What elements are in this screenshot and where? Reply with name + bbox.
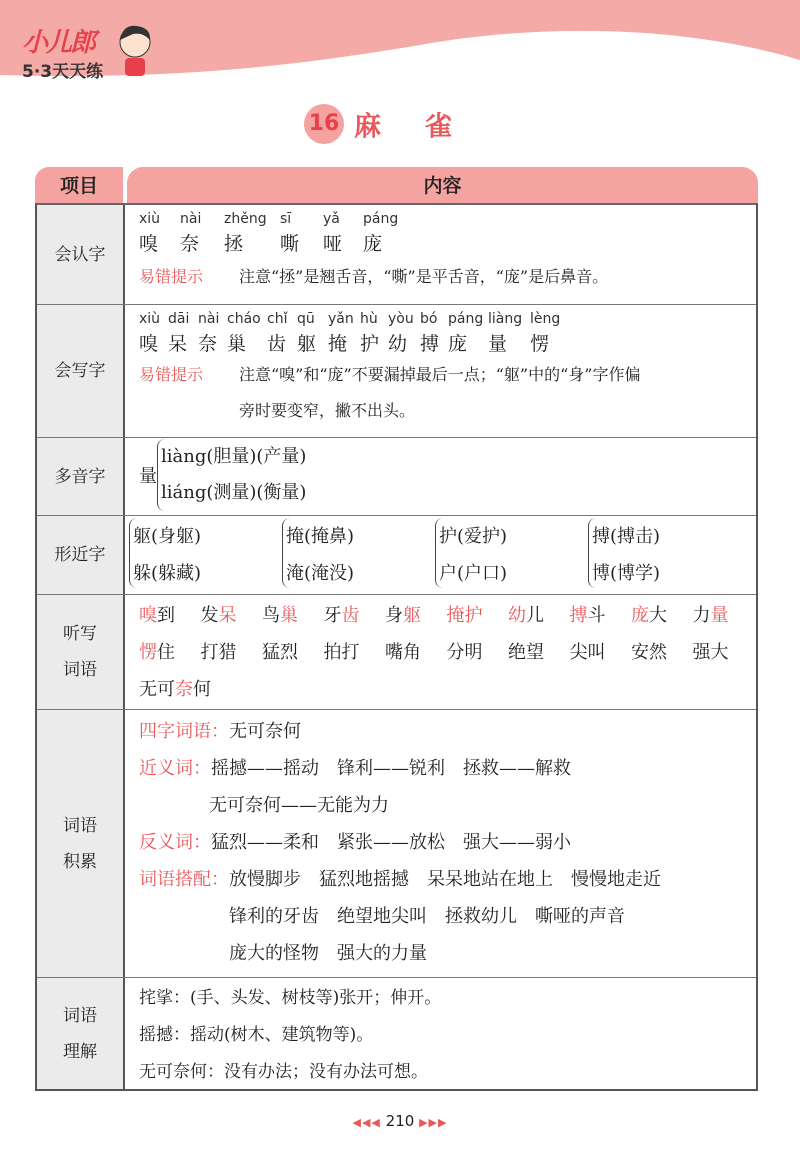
pinyin-char — [280, 211, 323, 257]
word-part: 猛烈 — [262, 642, 298, 663]
page-footer — [0, 1112, 800, 1130]
char: 嗅 — [139, 233, 159, 255]
char: 躯 — [297, 333, 317, 355]
word-part: 何 — [193, 679, 211, 700]
pinyin-char — [180, 211, 224, 257]
word-part: 打猎 — [200, 642, 237, 663]
pinyin: yòu — [388, 311, 414, 327]
definition: 挓挲：(手、头发、树枝等)张开；伸开。 — [139, 988, 442, 1008]
pinyin: sī — [280, 211, 292, 227]
word-part: 分明 — [446, 642, 483, 663]
char: 掩 — [328, 333, 348, 355]
row-label: 理解 — [63, 1041, 97, 1062]
similar-word: 博(博学) — [592, 563, 661, 584]
char: 愣 — [530, 333, 550, 355]
dictation-word — [693, 597, 755, 634]
word-part: 尖叫 — [569, 642, 606, 663]
pinyin: liàng — [488, 311, 523, 327]
pinyin-char — [227, 311, 267, 357]
dictation-word — [693, 634, 755, 671]
pinyin: xiù — [139, 211, 161, 227]
dictation-word — [447, 597, 509, 634]
pinyin-char — [328, 311, 360, 357]
pinyin-char — [139, 311, 168, 357]
word-part: 幼 — [508, 605, 526, 626]
pinyin-char — [139, 211, 180, 257]
lesson-number: 16 — [304, 104, 344, 144]
row-recognize — [37, 205, 756, 304]
pinyin-chars — [139, 311, 756, 357]
syn-label: 近义词： — [139, 758, 211, 779]
word-part: 嗅 — [139, 605, 157, 626]
row-label: 会认字 — [37, 205, 125, 304]
char: 幼 — [388, 333, 408, 355]
char: 嘶 — [280, 233, 300, 255]
dictation-word — [324, 597, 386, 634]
word-part: 搏 — [569, 605, 588, 626]
reading: liáng(测量)(衡量) — [161, 481, 307, 503]
antonyms: 猛烈——柔和 紧张——放松 强大——弱小 — [211, 832, 571, 853]
pinyin: dāi — [168, 311, 190, 327]
definition: 无可奈何：没有办法；没有办法可想。 — [139, 1062, 428, 1082]
word-part: 巢 — [280, 605, 298, 626]
word-part: 量 — [710, 605, 729, 626]
lesson-name: 麻雀 — [354, 111, 496, 143]
word-part: 到 — [157, 605, 175, 626]
dictation-word — [201, 634, 263, 671]
pinyin: chǐ — [267, 311, 288, 327]
brand-name: 小儿郎 — [22, 28, 95, 58]
char: 庞 — [448, 333, 468, 355]
dictation-word — [324, 634, 386, 671]
similar-word: 户(户口) — [439, 563, 508, 584]
pinyin: bó — [420, 311, 438, 327]
tip-text: 注意“拯”是翘舌音，“嘶”是平舌音，“庞”是后鼻音。 — [239, 267, 609, 286]
word-part: 拍打 — [323, 642, 360, 663]
word-part: 身 — [385, 605, 403, 626]
row-label: 词语 — [63, 1005, 97, 1026]
tip-label: 易错提示 — [139, 365, 204, 384]
row-similar — [37, 515, 756, 594]
pinyin: yǎ — [323, 211, 340, 227]
four-label: 四字词语： — [139, 721, 229, 742]
series-name: 5·3天天练 — [22, 62, 104, 82]
similar-word: 掩(掩鼻) — [286, 526, 355, 547]
word-part: 奈 — [175, 679, 193, 700]
word-part: 发 — [200, 605, 219, 626]
dictation-word — [508, 597, 570, 634]
pinyin: nài — [198, 311, 220, 327]
dictation-word — [447, 634, 509, 671]
row-write — [37, 304, 756, 437]
pinyin-char — [323, 211, 363, 257]
next-arrows-icon: ▶▶▶ — [419, 1116, 448, 1129]
collocations: 放慢脚步 猛烈地摇撼 呆呆地站在地上 慢慢地走近 — [229, 869, 661, 890]
pinyin: qū — [297, 311, 315, 327]
similar-word: 护(爱护) — [439, 526, 508, 547]
word-part: 安然 — [631, 642, 667, 663]
dictation-word — [139, 597, 201, 634]
char: 奈 — [180, 233, 200, 255]
char: 哑 — [323, 233, 343, 255]
word-part: 掩护 — [446, 605, 483, 626]
pinyin-char — [168, 311, 198, 357]
char: 量 — [488, 333, 508, 355]
pinyin-char — [297, 311, 328, 357]
word-part: 无可 — [139, 679, 175, 700]
pinyin-char — [488, 311, 530, 357]
word-part: 鸟 — [262, 605, 280, 626]
synonyms-cont: 无可奈何——无能为力 — [209, 795, 389, 816]
polyphone-char: 量 — [139, 465, 157, 487]
pinyin-char — [360, 311, 388, 357]
row-label: 听写 — [63, 624, 97, 644]
similar-pair — [129, 518, 282, 588]
char: 搏 — [420, 333, 440, 355]
lesson-title — [0, 104, 800, 144]
row-understand — [37, 977, 756, 1089]
dictation-word — [631, 597, 693, 634]
pinyin-char — [530, 311, 570, 357]
dictation-word — [570, 634, 632, 671]
four-words: 无可奈何 — [229, 721, 301, 742]
dictation-word — [570, 597, 632, 634]
pinyin-chars — [139, 211, 756, 257]
pinyin-char — [388, 311, 420, 357]
dictation-word — [262, 634, 324, 671]
similar-word: 躯(身躯) — [133, 526, 202, 547]
row-label: 会写字 — [37, 305, 125, 437]
dictation-word — [201, 597, 263, 634]
word-part: 住 — [157, 642, 175, 663]
row-label: 积累 — [63, 851, 97, 872]
dictation-word — [139, 634, 201, 671]
similar-word: 躲(躲藏) — [133, 563, 202, 584]
row-polyphone — [37, 437, 756, 515]
pinyin: hù — [360, 311, 378, 327]
word-part: 力 — [692, 605, 711, 626]
char: 嗅 — [139, 333, 159, 355]
dictation-word — [139, 671, 239, 708]
vocab-table — [35, 167, 758, 1091]
dictation-word — [262, 597, 324, 634]
dictation-word — [508, 634, 570, 671]
similar-pair — [282, 518, 435, 588]
char: 奈 — [198, 333, 218, 355]
dictation-word — [385, 634, 447, 671]
page-number: 210 — [385, 1112, 415, 1130]
word-part: 儿 — [526, 605, 544, 626]
pinyin-char — [198, 311, 227, 357]
word-part: 庞 — [631, 605, 649, 626]
pinyin: lèng — [530, 311, 561, 327]
collocations-cont: 锋利的牙齿 绝望地尖叫 拯救幼儿 嘶哑的声音 — [229, 906, 625, 927]
collocations-cont: 庞大的怪物 强大的力量 — [229, 943, 427, 964]
pinyin-char — [448, 311, 488, 357]
word-part: 强大 — [692, 642, 729, 663]
char: 拯 — [224, 233, 244, 255]
definition: 摇撼：摇动(树木、建筑物等)。 — [139, 1025, 374, 1045]
similar-word: 搏(搏击) — [592, 526, 661, 547]
word-part: 牙 — [323, 605, 342, 626]
row-label: 形近字 — [37, 516, 125, 594]
row-dictation — [37, 594, 756, 709]
ant-label: 反义词： — [139, 832, 211, 853]
similar-pair — [435, 518, 588, 588]
pinyin: cháo — [227, 311, 261, 327]
pinyin: páng — [448, 311, 484, 327]
word-part: 齿 — [341, 605, 360, 626]
char: 齿 — [267, 333, 287, 355]
pinyin: páng — [363, 211, 399, 227]
pinyin: zhěng — [224, 211, 267, 227]
similar-word: 淹(淹没) — [286, 563, 355, 584]
pinyin-char — [267, 311, 297, 357]
brand-logo — [22, 22, 103, 82]
tip-label: 易错提示 — [139, 267, 204, 286]
word-part: 斗 — [587, 605, 606, 626]
row-label: 词语 — [63, 815, 97, 836]
word-part: 大 — [649, 605, 667, 626]
word-part: 呆 — [218, 605, 237, 626]
row-accumulate — [37, 709, 756, 977]
word-part: 嘴角 — [385, 642, 421, 663]
pinyin-char — [420, 311, 448, 357]
char: 巢 — [227, 333, 247, 355]
synonyms: 摇撼——摇动 锋利——锐利 拯救——解救 — [211, 758, 571, 779]
word-part: 躯 — [403, 605, 421, 626]
col-label: 词语搭配： — [139, 869, 229, 890]
tip-text: 注意“嗅”和“庞”不要漏掉最后一点；“躯”中的“身”字作偏 — [239, 365, 641, 384]
tip-text-cont: 旁时要变窄，撇不出头。 — [239, 401, 416, 420]
word-part: 绝望 — [508, 642, 544, 663]
dictation-word — [631, 634, 693, 671]
pinyin: nài — [180, 211, 202, 227]
char: 庞 — [363, 233, 383, 255]
dictation-word — [385, 597, 447, 634]
row-label: 多音字 — [37, 438, 125, 515]
char: 护 — [360, 333, 380, 355]
col-header-content: 内容 — [127, 167, 758, 203]
pinyin: yǎn — [328, 311, 354, 327]
prev-arrows-icon: ◀◀◀ — [352, 1116, 381, 1129]
pinyin-char — [363, 211, 413, 257]
reading: liàng(胆量)(产量) — [161, 445, 307, 467]
similar-pair — [588, 518, 741, 588]
row-label: 词语 — [63, 660, 97, 680]
col-header-item: 项目 — [35, 167, 123, 203]
char: 呆 — [168, 333, 188, 355]
pinyin: xiù — [139, 311, 161, 327]
pinyin-char — [224, 211, 280, 257]
mascot-icon — [115, 22, 155, 78]
word-part: 愣 — [139, 642, 157, 663]
